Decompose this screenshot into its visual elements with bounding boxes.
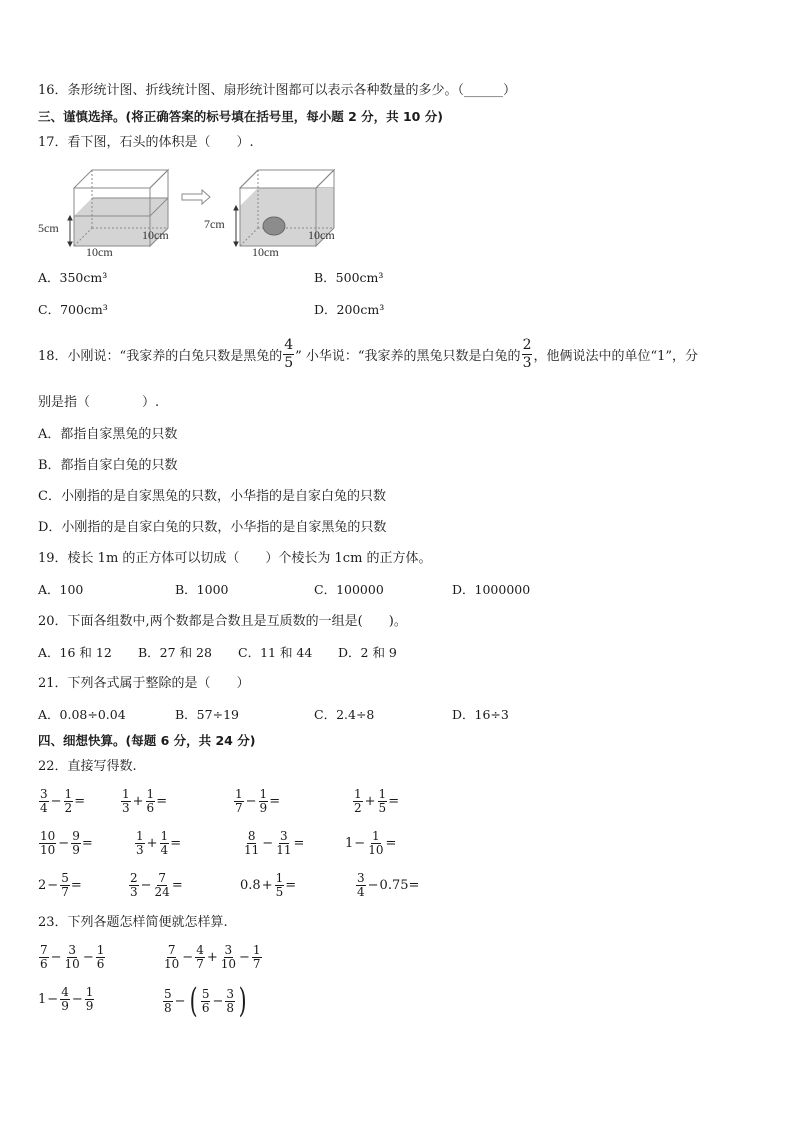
right-arrow-icon [182, 190, 210, 204]
q21-option-d: D．16÷3 [452, 707, 509, 722]
q22-expr-3: $\frac{1}{7}$ − $\frac{1}{9}$ = [235, 787, 281, 815]
q18-line2: 别是指（ ）. [38, 395, 160, 410]
q19-option-c: C．100000 [314, 582, 384, 597]
q19-option-b: B．1000 [175, 582, 229, 597]
q22-expr-9: 2 − $\frac{5}{7}$ = [38, 871, 82, 899]
fig-height-left: 5cm [38, 221, 59, 235]
q21-option-b: B．57÷19 [175, 707, 239, 722]
q22-expr-5: $\frac{10}{10}$ − $\frac{9}{9}$ = [40, 829, 93, 857]
q20-option-c: C．11 和 44 [238, 645, 313, 660]
q22-expr-1: $\frac{3}{4}$ − $\frac{1}{2}$ = [40, 787, 86, 815]
q23-expr-4: $\frac{5}{8}$ − ( $\frac{5}{6}$ − $\frac{3}{8}$ ) [164, 981, 247, 1021]
question-16: 16．条形统计图、折线统计图、扇形统计图都可以表示各种数量的多少。（______） [38, 83, 517, 98]
q18-fraction-1: $\frac{4}{5}$ [284, 337, 294, 371]
section-3-title: 三、谨慎选择。(将正确答案的标号填在括号里，每小题 2 分，共 10 分) [38, 109, 443, 124]
q22-expr-6: $\frac{1}{3}$ + $\frac{1}{4}$ = [136, 829, 182, 857]
q21-option-c: C．2.4÷8 [314, 707, 375, 722]
q18-fraction-2: $\frac{2}{3}$ [522, 337, 532, 371]
q18-option-c: C．小刚指的是自家黑兔的只数，小华指的是自家白兔的只数 [38, 489, 386, 504]
q19-option-a: A．100 [38, 582, 84, 597]
q19-option-d: D．1000000 [452, 582, 531, 597]
question-22-stem: 22．直接写得数. [38, 759, 137, 774]
fig-height-right: 7cm [204, 217, 225, 231]
q22-expr-8: 1 − $\frac{1}{10}$ = [345, 829, 397, 857]
q20-option-a: A．16 和 12 [38, 645, 112, 660]
fig-depth-left: 10cm [142, 228, 169, 242]
question-19-stem: 19．棱长 1m 的正方体可以切成（ ）个棱长为 1cm 的正方体。 [38, 551, 432, 566]
q18-part2: ” 小华说：“我家养的黑兔只数是白兔的 [295, 349, 521, 364]
question-17-stem: 17．看下图，石头的体积是（ ）. [38, 135, 254, 150]
q23-expr-1: $\frac{7}{6}$ − $\frac{3}{10}$ − $\frac{1}{6}$ [40, 943, 105, 971]
q17-option-a: A．350cm³ [38, 270, 108, 285]
q17-option-b: B．500cm³ [314, 270, 384, 285]
question-23-stem: 23．下列各题怎样简便就怎样算. [38, 915, 228, 930]
section-4-title: 四、细想快算。(每题 6 分，共 24 分) [38, 733, 256, 748]
q22-expr-4: $\frac{1}{2}$ + $\frac{1}{5}$ = [354, 787, 400, 815]
q18-option-a: A．都指自家黑兔的只数 [38, 427, 178, 442]
question-21-stem: 21．下列各式属于整除的是（ ） [38, 676, 250, 691]
question-17-figure [36, 160, 366, 260]
fig-width-left: 10cm [86, 245, 113, 259]
q17-option-d: D．200cm³ [314, 302, 385, 317]
q23-expr-2: $\frac{7}{10}$ − $\frac{4}{7}$ + $\frac{3}{10}$ − $\frac{1}{7}$ [164, 943, 261, 971]
q22-expr-10: $\frac{2}{3}$ − $\frac{7}{24}$ = [130, 871, 183, 899]
q17-option-c: C．700cm³ [38, 302, 108, 317]
q18-part1: 18．小刚说：“我家养的白兔只数是黑兔的 [38, 349, 283, 364]
q22-expr-11: 0.8 + $\frac{1}{5}$ = [240, 871, 297, 899]
q23-expr-3: 1 − $\frac{4}{9}$ − $\frac{1}{9}$ [38, 985, 94, 1013]
q20-option-d: D．2 和 9 [338, 645, 397, 660]
question-18-stem [38, 337, 698, 372]
q22-expr-12: $\frac{3}{4}$ − 0.75 = [357, 871, 420, 899]
fig-depth-right: 10cm [308, 228, 335, 242]
q20-option-b: B．27 和 28 [138, 645, 212, 660]
q22-expr-2: $\frac{1}{3}$ + $\frac{1}{6}$ = [122, 787, 168, 815]
fig-width-right: 10cm [252, 245, 279, 259]
q21-option-a: A．0.08÷0.04 [38, 707, 126, 722]
q18-option-d: D．小刚指的是自家白兔的只数，小华指的是自家黑兔的只数 [38, 520, 387, 535]
stone-shape [263, 217, 285, 235]
q22-expr-7: $\frac{8}{11}$ − $\frac{3}{11}$ = [244, 829, 305, 857]
question-20-stem: 20．下面各组数中,两个数都是合数且是互质数的一组是( )。 [38, 614, 407, 629]
q18-part3: ，他俩说法中的单位“1”，分 [533, 349, 699, 364]
q18-option-b: B．都指自家白兔的只数 [38, 458, 178, 473]
